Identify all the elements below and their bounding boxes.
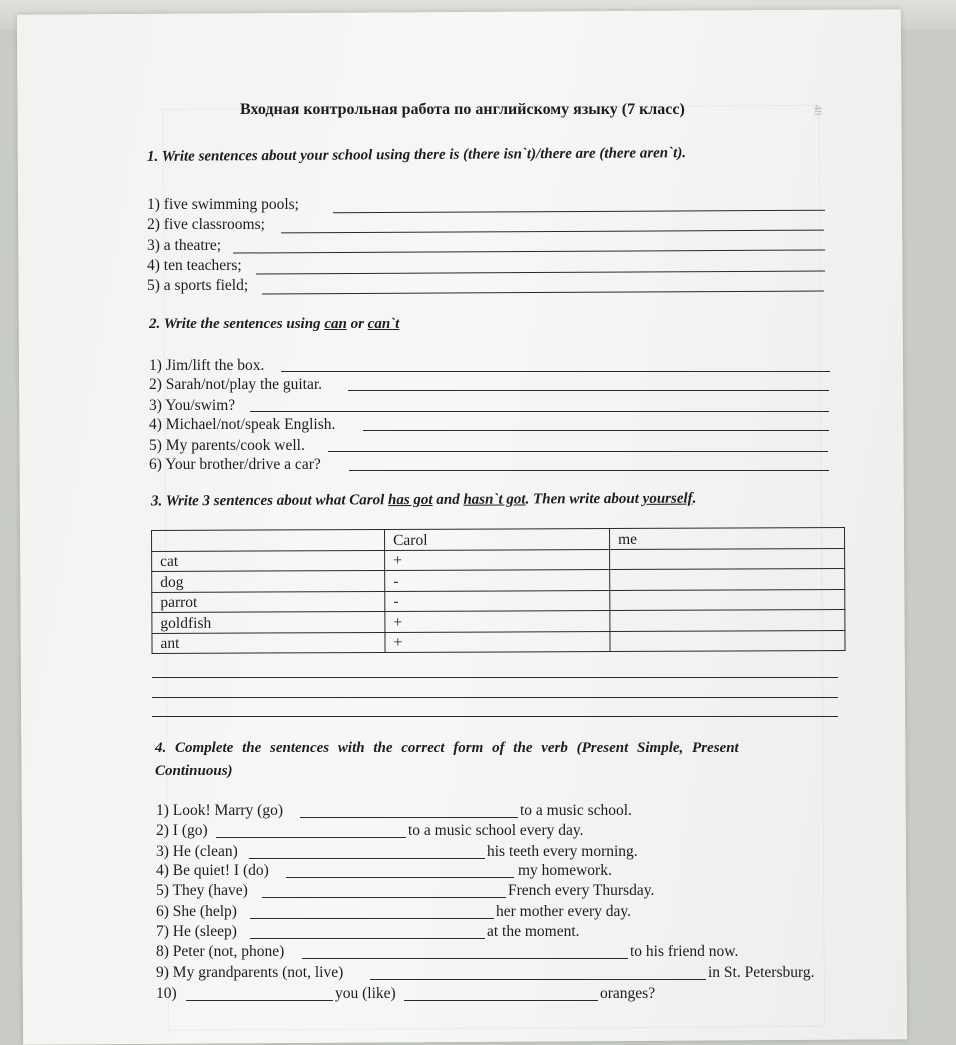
s2-item-1: 1) Jim/lift the box.: [149, 357, 265, 374]
section-1-heading: 1. Write sentences about your school using there is (there isn`t)/there are (there aren`t).: [146, 145, 687, 165]
me-cell[interactable]: [610, 568, 845, 590]
s4-item-2-start: 2) I (go): [156, 822, 208, 839]
header-cell-me: me: [609, 527, 844, 549]
s1-item-3: 3) a theatre;: [147, 237, 222, 254]
s2-answer-line-4[interactable]: [363, 430, 829, 431]
s4-item-6-end: her mother every day.: [496, 903, 631, 920]
s4-item-8-end: to his friend now.: [630, 943, 739, 960]
s4-blank-6[interactable]: [250, 918, 494, 919]
s4-blank-4[interactable]: [286, 877, 514, 878]
animal-cell: parrot: [152, 591, 385, 613]
s4-item-1-end: to a music school.: [520, 802, 632, 819]
s2-answer-line-2[interactable]: [348, 390, 829, 391]
pets-table: [151, 527, 846, 654]
me-cell[interactable]: [610, 589, 845, 611]
s4-item-7-start: 7) He (sleep): [156, 923, 237, 940]
s3-heading-text-a: 3. Write 3 sentences about what Carol: [150, 492, 389, 510]
s4-blank-7[interactable]: [250, 938, 485, 939]
s4-blank-5[interactable]: [262, 897, 506, 898]
me-cell[interactable]: [610, 630, 845, 652]
s2-answer-line-1[interactable]: [281, 371, 830, 372]
s4-item-4-end: my homework.: [518, 862, 612, 879]
animal-cell: goldfish: [152, 611, 385, 633]
s4-blank-8[interactable]: [302, 958, 628, 959]
section-4-heading-line-2: Continuous): [155, 763, 233, 779]
s4-item-4-start: 4) Be quiet! I (do): [156, 862, 269, 879]
s2-answer-line-6[interactable]: [349, 470, 829, 471]
s3-heading-text-c: . Then write about: [525, 490, 643, 508]
s2-item-5: 5) My parents/cook well.: [149, 437, 305, 454]
animal-cell: cat: [152, 550, 385, 572]
s4-item-6-start: 6) She (help): [156, 903, 237, 920]
s4-blank-3[interactable]: [249, 858, 485, 859]
s3-has-got: has got: [387, 491, 433, 509]
carol-cell: +: [385, 549, 610, 570]
s4-item-3-start: 3) He (clean): [156, 843, 238, 860]
s4-item-3-end: his teeth every morning.: [487, 843, 638, 860]
s4-item-10-end: oranges?: [600, 985, 656, 1002]
s4-blank-1[interactable]: [300, 817, 518, 818]
s4-item-1-start: 1) Look! Marry (go): [156, 802, 283, 819]
s4-item-5-end: French every Thursday.: [508, 882, 655, 899]
me-cell[interactable]: [610, 609, 845, 631]
s3-yourself: yourself: [642, 490, 693, 507]
s3-writing-line-3[interactable]: [152, 716, 838, 717]
me-cell[interactable]: [610, 548, 845, 570]
s2-answer-line-5[interactable]: [328, 451, 828, 452]
s4-item-2-end: to a music school every day.: [408, 822, 584, 839]
s3-writing-line-2[interactable]: [152, 697, 838, 698]
carol-cell: -: [385, 590, 610, 611]
s1-item-1: 1) five swimming pools;: [147, 196, 299, 213]
s2-can-word: can: [324, 316, 347, 332]
s4-item-7-end: at the moment.: [487, 923, 580, 940]
s4-blank-10b[interactable]: [404, 1000, 598, 1001]
carol-cell: -: [385, 569, 610, 590]
s2-item-3: 3) You/swim?: [149, 397, 236, 414]
s4-blank-2[interactable]: [216, 837, 406, 838]
s1-item-2: 2) five classrooms;: [147, 216, 265, 233]
header-cell-animal: [152, 529, 385, 551]
s2-item-6: 6) Your brother/drive a car?: [149, 456, 321, 473]
s2-item-2: 2) Sarah/not/play the guitar.: [149, 376, 323, 393]
s2-answer-line-3[interactable]: [250, 411, 829, 412]
s4-item-8-start: 8) Peter (not, phone): [156, 943, 285, 960]
section-3-heading: [151, 491, 696, 511]
s4-blank-9[interactable]: [370, 979, 706, 980]
page-title: Входная контрольная работа по английскому языку (7 класс): [240, 101, 685, 118]
animal-cell: ant: [152, 632, 385, 654]
s2-item-4: 4) Michael/not/speak English.: [149, 416, 336, 433]
s3-heading-text-d: .: [692, 490, 697, 507]
section-2-heading: [149, 316, 399, 333]
carol-cell: +: [385, 610, 610, 631]
s4-item-9-end: in St. Petersburg.: [708, 964, 815, 981]
s3-writing-line-1[interactable]: [152, 677, 838, 678]
page-number: 48: [811, 104, 824, 116]
header-cell-carol: Carol: [384, 528, 609, 549]
s4-item-10-start: 10): [156, 985, 177, 1002]
s4-item-10-mid: you (like): [335, 985, 396, 1002]
s2-heading-text: 2. Write the sentences using: [149, 316, 325, 332]
s3-hasnt-got: hasn`t got: [463, 491, 526, 508]
s2-or-word: or: [346, 316, 368, 332]
s4-item-5-start: 5) They (have): [156, 882, 248, 899]
animal-cell: dog: [152, 570, 385, 592]
s4-item-9-start: 9) My grandparents (not, live): [156, 964, 344, 981]
s1-item-5: 5) a sports field;: [147, 277, 249, 294]
carol-cell: +: [385, 631, 610, 652]
s3-heading-text-b: and: [432, 491, 464, 508]
s1-item-4: 4) ten teachers;: [147, 257, 242, 274]
section-4-heading-line-1: 4. Complete the sentences with the correct form of the verb (Present Simple, Present: [155, 740, 739, 756]
table-row: [152, 630, 845, 654]
s2-cant-word: can`t: [367, 316, 400, 332]
s4-blank-10a[interactable]: [186, 1000, 333, 1001]
